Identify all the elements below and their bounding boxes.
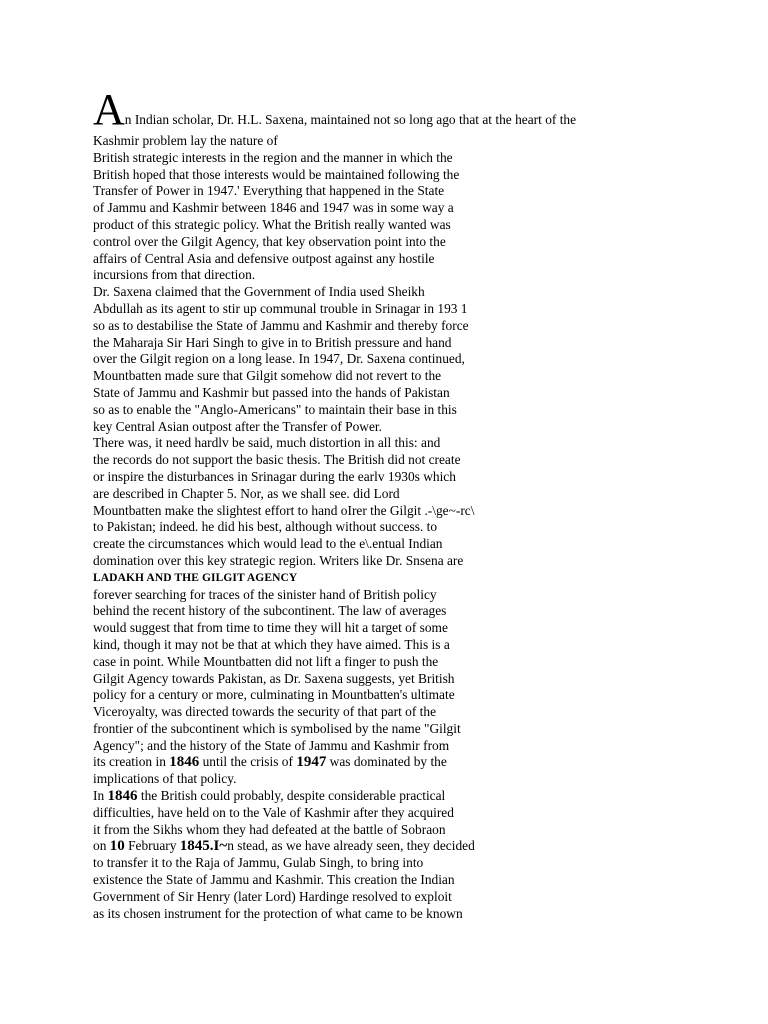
text-line: difficulties, have held on to the Vale of Kashmir after they acquired (93, 804, 454, 820)
document-page (93, 85, 753, 922)
text-line: Abdullah as its agent to stir up communal trouble in Srinagar in 193 1 (93, 300, 468, 316)
text-line: Transfer of Power in 1947.' Everything that happened in the State (93, 183, 445, 199)
opening-line (93, 85, 753, 134)
bold-number: 1947 (296, 754, 327, 771)
opening-line-text: n Indian scholar, Dr. H.L. Saxena, maintained not so long ago that at the heart of the (124, 112, 577, 127)
text-fragment: In (93, 788, 108, 804)
body-text (93, 133, 753, 922)
text-fragment: on (93, 838, 110, 854)
text-line: forever searching for traces of the sinister hand of British policy (93, 586, 437, 602)
text-line: implications of that policy. (93, 771, 237, 787)
text-line: Mountbatten made sure that Gilgit somehow did not revert to the (93, 368, 442, 384)
text-line: the Maharaja Sir Hari Singh to give in to British pressure and hand (93, 334, 452, 350)
text-line: so as to destabilise the State of Jammu and Kashmir and thereby force (93, 317, 469, 333)
text-line: Mountbatten make the slightest effort to hand oIrer the Gilgit .-\ge~-rc\ (93, 502, 475, 518)
text-line: would suggest that from time to time they will hit a target of some (93, 620, 448, 636)
text-line: over the Gilgit region on a long lease. In 1947, Dr. Saxena continued, (93, 351, 465, 367)
text-fragment: until the crisis of (199, 754, 297, 770)
text-line: it from the Sikhs whom they had defeated at the battle of Sobraon (93, 821, 446, 837)
text-line: behind the recent history of the subcontinent. The law of averages (93, 603, 447, 619)
text-line: or inspire the disturbances in Srinagar during the earlv 1930s which (93, 468, 456, 484)
text-line: Kashmir problem lay the nature of (93, 133, 278, 148)
text-line: of Jammu and Kashmir between 1846 and 1947 was in some way a (93, 200, 454, 216)
text-line (93, 788, 753, 805)
text-line: Agency"; and the history of the State of Jammu and Kashmir from (93, 737, 450, 753)
text-line: British strategic interests in the region and the manner in which the (93, 149, 453, 165)
text-line: so as to enable the "Anglo-Americans" to maintain their base in this (93, 401, 457, 417)
text-line (93, 754, 753, 771)
text-line: to Pakistan; indeed. he did his best, although without success. to (93, 519, 438, 535)
running-header: LADAKH AND THE GILGIT AGENCY (93, 571, 298, 584)
text-line: affairs of Central Asia and defensive outpost against any hostile (93, 250, 435, 266)
text-line: frontier of the subcontinent which is symbolised by the name "Gilgit (93, 720, 461, 736)
text-line: are described in Chapter 5. Nor, as we shall see. did Lord (93, 485, 400, 501)
text-line: domination over this key strategic region. Writers like Dr. Snsena are (93, 552, 464, 568)
text-line: the records do not support the basic thesis. The British did not create (93, 452, 461, 468)
text-fragment: n stead, as we have already seen, they decided (227, 838, 475, 854)
bold-number: 10 (109, 838, 125, 855)
text-line: key Central Asian outpost after the Transfer of Power. (93, 418, 382, 434)
bold-number: 1845.I~ (179, 838, 228, 855)
text-line: existence the State of Jammu and Kashmir. This creation the Indian (93, 872, 455, 888)
text-line: as its chosen instrument for the protection of what came to be known (93, 905, 463, 921)
text-line: Viceroyalty, was directed towards the security of that part of the (93, 704, 437, 720)
text-line: Government of Sir Henry (later Lord) Hardinge resolved to exploit (93, 888, 452, 904)
text-fragment: was dominated by the (326, 754, 447, 770)
text-line: control over the Gilgit Agency, that key observation point into the (93, 233, 446, 249)
text-line: case in point. While Mountbatten did not lift a finger to push the (93, 653, 439, 669)
text-line: Dr. Saxena claimed that the Government of India used Sheikh (93, 284, 425, 300)
text-line: policy for a century or more, culminating in Mountbatten's ultimate (93, 687, 455, 703)
text-line: State of Jammu and Kashmir but passed into the hands of Pakistan (93, 384, 450, 400)
text-line: product of this strategic policy. What the British really wanted was (93, 216, 451, 232)
text-line: to transfer it to the Raja of Jammu, Gulab Singh, to bring into (93, 855, 424, 871)
text-line: Gilgit Agency towards Pakistan, as Dr. Saxena suggests, yet British (93, 670, 455, 686)
bold-number: 1846 (169, 754, 200, 771)
drop-cap: A (93, 85, 125, 134)
text-line: incursions from that direction. (93, 267, 256, 283)
text-fragment: February (124, 838, 180, 854)
text-line: create the circumstances which would lead to the e\.entual Indian (93, 536, 443, 552)
text-fragment: its creation in (93, 754, 170, 770)
text-line: There was, it need hardlv be said, much distortion in all this: and (93, 435, 441, 451)
text-fragment: the British could probably, despite considerable practical (137, 788, 446, 804)
text-line: kind, though it may not be that at which they have aimed. This is a (93, 636, 450, 652)
bold-number: 1846 (107, 788, 138, 805)
text-line (93, 838, 753, 855)
text-line: British hoped that those interests would be maintained following the (93, 166, 460, 182)
